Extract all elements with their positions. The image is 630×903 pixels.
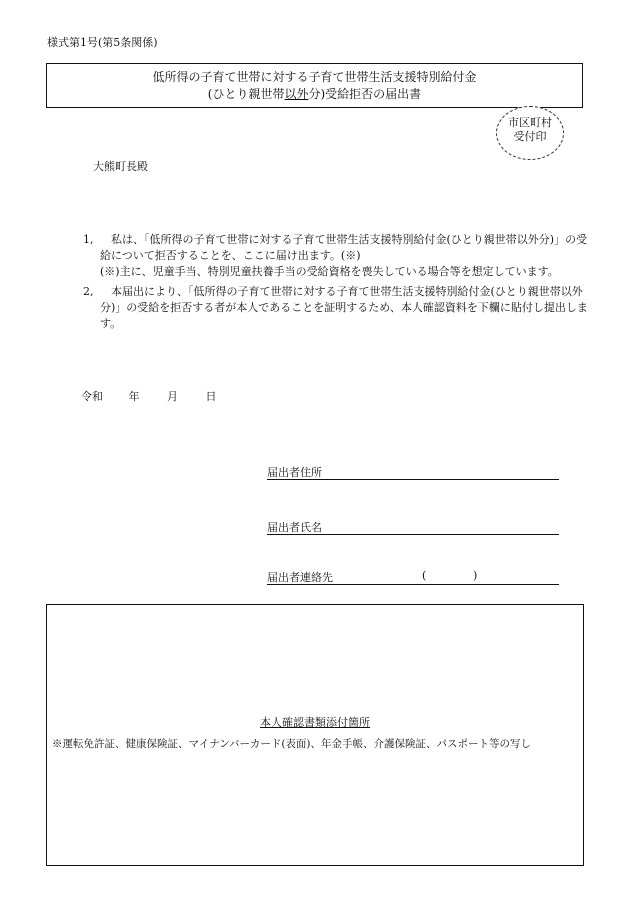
form-number: 様式第1号(第5条関係) (47, 36, 158, 49)
title-line-1: 低所得の子育て世帯に対する子育て世帯生活支援特別給付金 (152, 70, 477, 84)
date-line (81, 388, 217, 404)
attachment-note: ※運転免許証、健康保険証、マイナンバーカード(表面)、年金手帳、介護保険証、パスポート等の写し (52, 738, 532, 750)
title-line-2-post: 分)受給拒否の届出書 (308, 87, 422, 101)
attachment-title: 本人確認書類添付箇所 (260, 716, 370, 729)
contact-label: 届出者連絡先 (267, 571, 333, 584)
name-label: 届出者氏名 (267, 521, 322, 534)
stamp-line-1: 市区町村 (508, 116, 552, 129)
paragraph-2-body: 本届出により、「低所得の子育て世帯に対する子育て世帯生活支援特別給付金(ひとり親世帯以外分)」の受給を拒否する者が本人であることを証明するため、本人確認資料を下欄に貼付し提出します。 (100, 285, 588, 330)
address-field[interactable] (267, 464, 559, 480)
name-field[interactable] (267, 519, 559, 535)
title-line-2-pre: (ひとり親世帯 (207, 87, 285, 101)
paragraph-1-number: 1, (83, 233, 94, 246)
date-year-field[interactable]: 年 (128, 390, 140, 403)
title-line-2 (47, 86, 582, 103)
title-underlined-word: 以外 (284, 87, 309, 101)
paragraph-2-number: 2, (83, 285, 94, 298)
title-box (46, 63, 583, 108)
date-month-field[interactable]: 月 (167, 390, 178, 403)
id-document-attachment-box[interactable] (46, 604, 584, 866)
contact-paren-close: ) (473, 569, 478, 582)
date-era: 令和 (81, 390, 103, 403)
date-day-field[interactable]: 日 (205, 390, 217, 403)
paragraph-2 (83, 284, 595, 332)
addressee: 大熊町長殿 (93, 160, 148, 173)
contact-field[interactable] (267, 569, 559, 585)
contact-paren-open: ( (422, 569, 427, 582)
paragraph-1-note: (※)主に、児童手当、特別児童扶養手当の受給資格を喪失している場合等を想定しています。 (100, 265, 559, 278)
paragraph-1 (83, 232, 595, 280)
paragraph-1-body (100, 232, 593, 280)
stamp-line-2: 受付印 (513, 130, 547, 143)
reception-stamp-circle (496, 106, 564, 160)
address-label: 届出者住所 (267, 466, 322, 479)
paragraph-1-text: 私は、「低所得の子育て世帯に対する子育て世帯生活支援特別給付金(ひとり親世帯以外分)」の受給について拒否することを、ここに届け出ます。(※) (100, 233, 588, 262)
